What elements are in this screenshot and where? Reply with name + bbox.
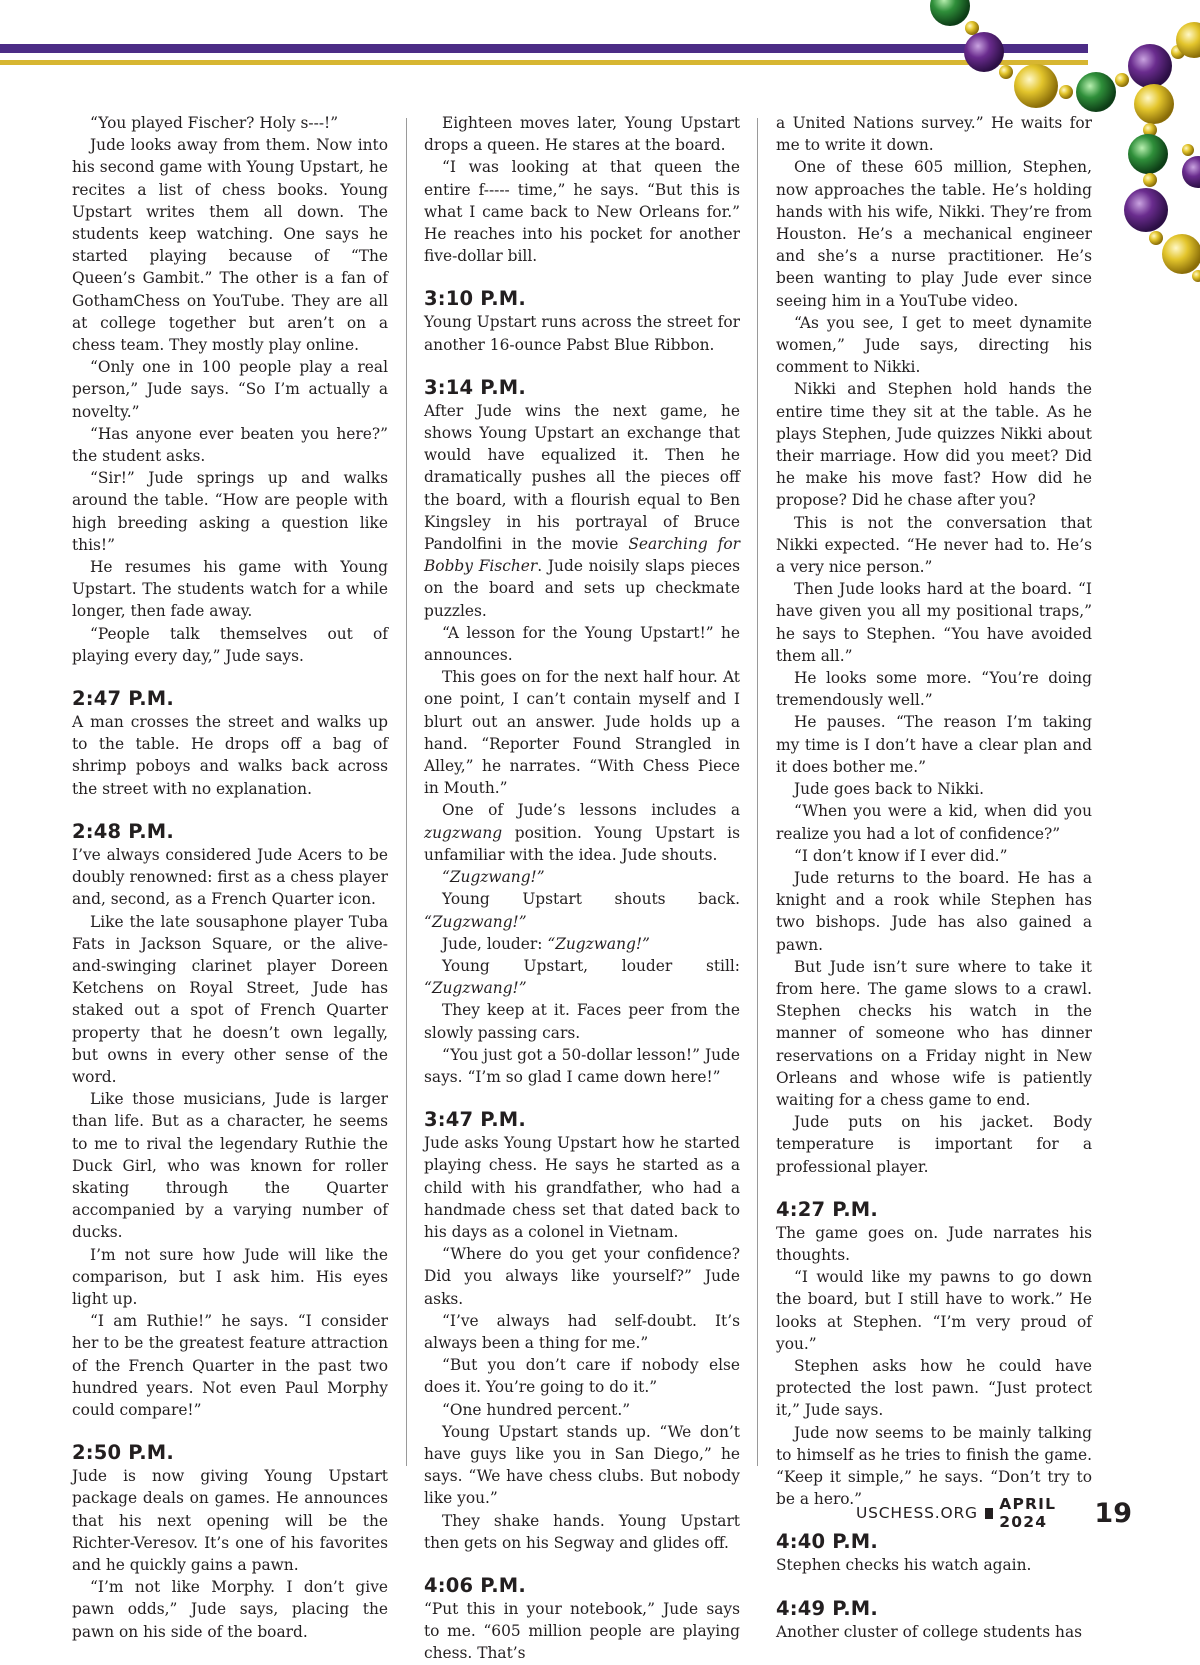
article-paragraph: “Sir!” Jude springs up and walks around the table. “How are people with high breeding asking a question like this!” bbox=[72, 469, 388, 554]
section-timestamp-heading: 4:06 P.M. bbox=[424, 1573, 527, 1597]
article-paragraph: Jude puts on his jacket. Body temperature is important for a professional player. bbox=[776, 1113, 1092, 1176]
section-timestamp-heading: 2:50 P.M. bbox=[72, 1441, 175, 1465]
article-paragraph: Young Upstart runs across the street for another 16-ounce Pabst Blue Ribbon. bbox=[424, 313, 740, 354]
article-paragraph: “A lesson for the Young Upstart!” he announces. bbox=[424, 623, 740, 665]
article-paragraph: “Zugzwang!” bbox=[442, 868, 545, 887]
article-paragraph: Jude goes back to Nikki. bbox=[794, 780, 985, 799]
article-paragraph: “One hundred percent.” bbox=[442, 1400, 631, 1419]
article-paragraph: The game goes on. Jude narrates his thoughts. bbox=[776, 1223, 1092, 1264]
article-paragraph: “I would like my pawns to go down the board, but I still have to work.” He looks at Stephen. “I’m very proud of you.” bbox=[776, 1268, 1092, 1353]
article-paragraph: “I am Ruthie!” he says. “I consider her to be the greatest feature attraction of the French Quarter in the past two hundred years. Not even Paul Morphy could compare!” bbox=[72, 1312, 388, 1419]
column-divider bbox=[757, 118, 758, 1466]
article-paragraph: “People talk themselves out of playing every day,” Jude says. bbox=[72, 624, 388, 665]
section-timestamp-heading: 2:47 P.M. bbox=[72, 687, 175, 711]
article-paragraph: Jude looks away from them. Now into his second game with Young Upstart, he recites a list of chess books. Young Upstart writes them all down. The students keep watching. One says he started playing because of “The Queen’s Gambit.” The other is a fan of GothamChess on YouTube. They are all at college together but aren’t on a chess team. They mostly play online. bbox=[72, 136, 388, 355]
article-paragraph: Eighteen moves later, Young Upstart drops a queen. He stares at the board. bbox=[424, 114, 740, 155]
article-paragraph: “Has anyone ever beaten you here?” the student asks. bbox=[72, 424, 388, 466]
section-timestamp-heading: 4:49 P.M. bbox=[776, 1596, 879, 1620]
article-paragraph: Another cluster of college students has bbox=[776, 1622, 1083, 1641]
article-paragraph: After Jude wins the next game, he shows Young Upstart an exchange that would have equalized it. Then he dramatically pushes all the pieces off the board, with a flourish equal to Ben Kingsley in his portrayal of Bruce Pandolfini in the movie Searching for Bobby Fischer. Jude noisily slaps pieces on the board and sets up checkmate puzzles. bbox=[424, 401, 740, 620]
article-paragraph: “I’ve always had self-doubt. It’s always been a thing for me.” bbox=[424, 1311, 740, 1352]
article-paragraph: “As you see, I get to meet dynamite women,” Jude says, directing his comment to Nikki. bbox=[776, 313, 1092, 377]
article-paragraph: This is not the conversation that Nikki expected. “He never had to. He’s a very nice person.” bbox=[776, 513, 1092, 577]
article-paragraph: Like those musicians, Jude is larger than life. But as a character, he seems to me to rival the legendary Ruthie the Duck Girl, who was known for roller skating through the Quarter accompanied by a varying number of ducks. bbox=[72, 1090, 388, 1242]
article-paragraph: One of these 605 million, Stephen, now approaches the table. He’s holding hands with his wife, Nikki. They’re from Houston. He’s a mechanical engineer and she’s a nurse practitioner. He’s been wanting to play Jude ever since seeing him in a YouTube video. bbox=[776, 158, 1092, 310]
article-paragraph: Stephen checks his watch again. bbox=[776, 1556, 1032, 1575]
section-timestamp-heading: 2:48 P.M. bbox=[72, 819, 175, 843]
article-column-2 bbox=[424, 112, 740, 1665]
article-paragraph: He resumes his game with Young Upstart. The students watch for a while longer, then fade away. bbox=[72, 558, 388, 621]
article-paragraph: I’m not sure how Jude will like the comparison, but I ask him. His eyes light up. bbox=[72, 1245, 388, 1308]
article-paragraph: “When you were a kid, when did you realize you had a lot of confidence?” bbox=[776, 802, 1092, 843]
article-paragraph: Jude asks Young Upstart how he started playing chess. He says he started as a child with his grandfather, who had a handmade chess set that dated back to his days as a colonel in Vietnam. bbox=[424, 1134, 740, 1241]
article-paragraph: “But you don’t care if nobody else does it. You’re going to do it.” bbox=[424, 1356, 740, 1397]
article-paragraph: “I was looking at that queen the entire f----- time,” he says. “But this is what I came back to New Orleans for.” He reaches into his pocket for another five-dollar bill. bbox=[424, 158, 740, 266]
article-paragraph: He pauses. “The reason I’m taking my time is I don’t have a clear plan and it does bother me.” bbox=[776, 713, 1092, 776]
article-paragraph: “Where do you get your confidence? Did you always like yourself?” Jude asks. bbox=[424, 1245, 740, 1308]
article-paragraph: Nikki and Stephen hold hands the entire time they sit at the table. As he plays Stephen, Jude quizzes Nikki about their marriage. How did you meet? Did he make his move fast? How did he propose? Did he chase after you? bbox=[776, 380, 1092, 510]
section-timestamp-heading: 4:27 P.M. bbox=[776, 1197, 879, 1221]
article-paragraph: This goes on for the next half hour. At one point, I can’t contain myself and I blurt out an answer. Jude holds up a hand. “Reporter Found Strangled in Alley,” he narrates. “With Chess Piece in Mouth.” bbox=[424, 668, 740, 798]
article-paragraph: They shake hands. Young Upstart then gets on his Segway and glides off. bbox=[424, 1511, 740, 1552]
article-paragraph: Jude, louder: “Zugzwang!” bbox=[442, 934, 650, 953]
article-paragraph: “You just got a 50-dollar lesson!” Jude says. “I’m so glad I came down here!” bbox=[424, 1045, 740, 1086]
article-paragraph: Young Upstart shouts back. “Zugzwang!” bbox=[424, 890, 740, 931]
article-paragraph: “Put this in your notebook,” Jude says to me. “605 million people are playing chess. That’s bbox=[424, 1599, 740, 1663]
article-paragraph: “You played Fischer? Holy s---!” bbox=[90, 114, 339, 132]
section-timestamp-heading: 3:10 P.M. bbox=[424, 287, 527, 311]
article-paragraph: A man crosses the street and walks up to the table. He drops off a bag of shrimp poboys and walks back across the street with no explanation. bbox=[72, 713, 388, 798]
section-timestamp-heading: 3:14 P.M. bbox=[424, 375, 527, 399]
article-column-1 bbox=[72, 112, 388, 1643]
article-paragraph: But Jude isn’t sure where to take it from here. The game slows to a crawl. Stephen checks his watch in the manner of someone who has dinner reservations on a Friday night in New Orleans and whose wife is patiently waiting for a chess game to end. bbox=[776, 957, 1092, 1109]
article-paragraph: Young Upstart, louder still: “Zugzwang!” bbox=[424, 956, 740, 998]
column-divider bbox=[406, 118, 407, 1466]
article-paragraph: Jude now seems to be mainly talking to himself as he tries to finish the game. “Keep it simple,” he says. “Don’t try to be a hero.” bbox=[776, 1423, 1092, 1509]
article-paragraph: “Only one in 100 people play a real person,” Jude says. “So I’m actually a novelty.” bbox=[72, 358, 388, 421]
square-bullet-icon bbox=[985, 1508, 993, 1519]
page-footer bbox=[856, 1495, 1132, 1531]
article-paragraph: I’ve always considered Jude Acers to be doubly renowned: first as a chess player and, second, as a French Quarter icon. bbox=[72, 845, 388, 909]
article-paragraph: Jude returns to the board. He has a knight and a rook while Stephen has two bishops. Jude has also gained a pawn. bbox=[776, 868, 1092, 954]
article-paragraph: “I don’t know if I ever did.” bbox=[794, 846, 1008, 865]
article-paragraph: Like the late sousaphone player Tuba Fats in Jackson Square, or the alive-and-swinging clarinet player Doreen Ketchens on Royal Street, Jude has staked out a spot of French Quarter property that he doesn’t own legally, but owns in every other sense of the word. bbox=[72, 912, 388, 1086]
article-paragraph: One of Jude’s lessons includes a zugzwang position. Young Upstart is unfamiliar with the idea. Jude shouts. bbox=[424, 801, 740, 864]
page-number: 19 bbox=[1094, 1497, 1132, 1529]
section-timestamp-heading: 4:40 P.M. bbox=[776, 1530, 879, 1554]
section-timestamp-heading: 3:47 P.M. bbox=[424, 1108, 527, 1132]
article-paragraph: a United Nations survey.” He waits for me to write it down. bbox=[776, 114, 1092, 155]
article-column-3 bbox=[776, 112, 1092, 1643]
article-paragraph: Jude is now giving Young Upstart package deals on games. He announces that his next opening will be the Richter-Veresov. It’s one of his favorites and he quickly gains a pawn. bbox=[72, 1467, 388, 1574]
footer-site: USCHESS.ORG bbox=[856, 1504, 978, 1522]
article-paragraph: They keep at it. Faces peer from the slowly passing cars. bbox=[424, 1001, 740, 1042]
article-paragraph: Young Upstart stands up. “We don’t have guys like you in San Diego,” he says. “We have chess clubs. But nobody like you.” bbox=[424, 1422, 740, 1508]
article-paragraph: Then Jude looks hard at the board. “I have given you all my positional traps,” he says to Stephen. “You have avoided them all.” bbox=[776, 580, 1092, 665]
footer-issue-date: APRIL 2024 bbox=[999, 1495, 1057, 1531]
article-paragraph: “I’m not like Morphy. I don’t give pawn odds,” Jude says, placing the pawn on his side of the board. bbox=[72, 1578, 388, 1641]
article-paragraph: Stephen asks how he could have protected the lost pawn. “Just protect it,” Jude says. bbox=[776, 1356, 1092, 1420]
article-paragraph: He looks some more. “You’re doing tremendously well.” bbox=[776, 669, 1092, 710]
